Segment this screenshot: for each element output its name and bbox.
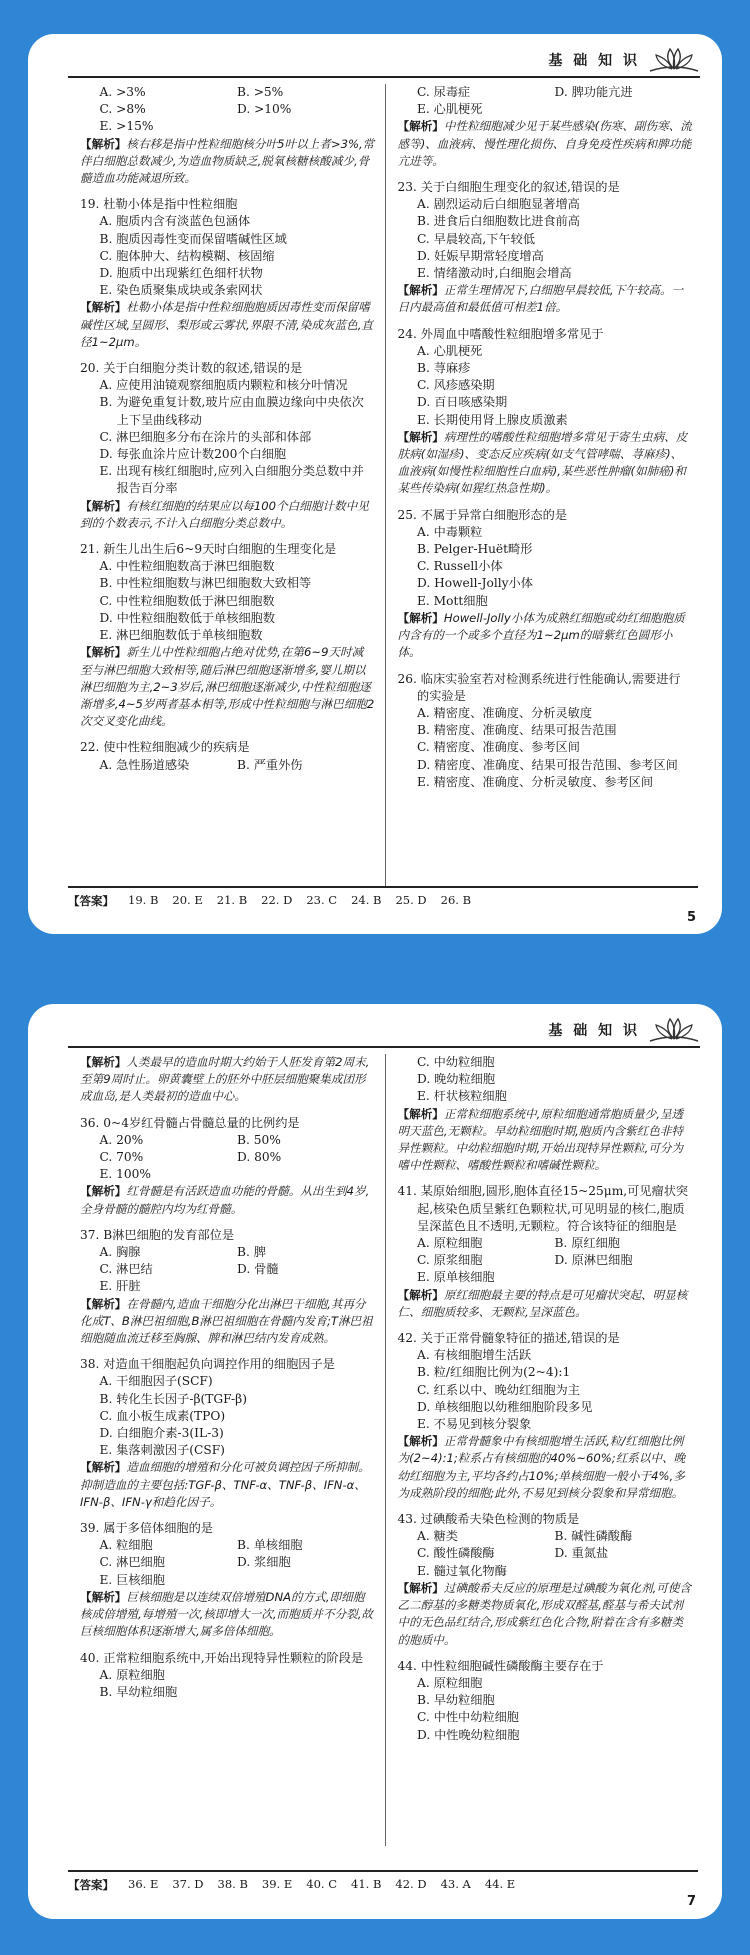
page-header bbox=[548, 44, 700, 76]
option: D. 中性粒细胞数低于单核细胞数 bbox=[99, 610, 276, 625]
option: B. 早幼粒细胞 bbox=[417, 1693, 495, 1708]
answer: 40. C bbox=[306, 1877, 338, 1891]
option: A. 干细胞因子(SCF) bbox=[99, 1374, 213, 1389]
option: B. 碱性磷酸酶 bbox=[554, 1529, 633, 1544]
header-title: 基 础 知 识 bbox=[548, 1023, 640, 1039]
question-44 bbox=[398, 1658, 693, 1744]
option: C. 精密度、准确度、参考区间 bbox=[417, 740, 580, 755]
option: E. 心肌梗死 bbox=[417, 102, 483, 117]
option: C. >8% bbox=[99, 102, 146, 117]
question-stem: 24. 外周血中嗜酸性粒细胞增多常见于 bbox=[397, 326, 604, 341]
option: B. Pelger-Huët畸形 bbox=[417, 542, 533, 557]
question-stem: 44. 中性粒细胞碱性磷酸酶主要存在于 bbox=[397, 1658, 604, 1673]
answer: 19. B bbox=[128, 893, 159, 907]
option: A. >3% bbox=[99, 85, 146, 99]
option: E. >15% bbox=[99, 119, 154, 134]
option: B. 粒/红细胞比例为(2~4):1 bbox=[417, 1365, 571, 1380]
answer: 26. B bbox=[440, 893, 472, 907]
option: A. 糖类 bbox=[417, 1529, 458, 1544]
question-40 bbox=[80, 1650, 375, 1702]
lotus-logo-icon bbox=[648, 1015, 700, 1045]
question-36 bbox=[80, 1115, 375, 1218]
option: B. 严重外伤 bbox=[237, 757, 303, 772]
question-stem: 20. 关于白细胞分类计数的叙述,错误的是 bbox=[80, 361, 303, 376]
option: A. 急性肠道感染 bbox=[99, 757, 190, 772]
option: C. 血小板生成素(TPO) bbox=[99, 1408, 226, 1423]
option: A. 有核细胞增生活跃 bbox=[417, 1348, 532, 1363]
answer: 36. E bbox=[128, 1877, 159, 1891]
answer-key bbox=[68, 1870, 698, 1893]
option: E. 髓过氧化物酶 bbox=[417, 1563, 507, 1578]
option: A. 原粒细胞 bbox=[99, 1667, 165, 1682]
option: B. 胞质因毒性变而保留嗜碱性区域 bbox=[99, 231, 287, 246]
option: A. 精密度、准确度、分析灵敏度 bbox=[417, 705, 593, 720]
answer: 43. A bbox=[440, 1877, 471, 1891]
analysis: 【解析】病理性的嗜酸性粒细胞增多常见于寄生虫病、皮肤病(如湿疹)、变态反应疾病(如支气管哮喘、荨麻疹)、血液病(如慢性粒细胞性白血病),某些恶性肿瘤(如肺癌)和某些传染病(如猩红热急性期)。 bbox=[397, 429, 688, 496]
option: A. 20% bbox=[99, 1132, 144, 1147]
answer: 41. B bbox=[351, 1877, 382, 1891]
question-stem: 26. 临床实验室若对检测系统进行性能确认,需要进行的实验是 bbox=[397, 671, 681, 703]
option: A. 胞质内含有淡蓝色包涵体 bbox=[99, 214, 251, 229]
option: E. 情绪激动时,白细胞会增高 bbox=[417, 266, 572, 281]
question-22-tail bbox=[398, 84, 693, 170]
question-stem: 23. 关于白细胞生理变化的叙述,错误的是 bbox=[397, 180, 620, 195]
option: D. 80% bbox=[237, 1150, 282, 1165]
answer: 20. E bbox=[172, 893, 203, 907]
option: C. 胞体肿大、结构模糊、核固缩 bbox=[99, 248, 275, 263]
option: C. 70% bbox=[99, 1150, 144, 1165]
option: B. 转化生长因子-β(TGF-β) bbox=[99, 1391, 247, 1406]
option: D. 胞质中出现紫红色细杆状物 bbox=[99, 266, 263, 281]
option: D. 原淋巴细胞 bbox=[554, 1253, 633, 1268]
option: D. 每张血涂片应计数200个白细胞 bbox=[99, 447, 287, 462]
page-number: 5 bbox=[686, 910, 696, 925]
lotus-logo-icon bbox=[648, 45, 700, 75]
question-25 bbox=[398, 507, 693, 662]
analysis: 【解析】Howell-Jolly小体为成熟红细胞或幼红细胞胞质内含有的一个或多个直径为1~2μm的暗紫红色圆形小体。 bbox=[397, 610, 685, 660]
analysis: 【解析】人类最早的造血时期大约始于人胚发育第2周末,至第9周时止。卵黄囊壁上的胚外中胚层细胞聚集成团形成血岛,是人类最初的造血中心。 bbox=[80, 1055, 370, 1104]
analysis: 【解析】正常生理情况下,白细胞早晨较低,下午较高。一日内最高值和最低值可相差1倍。 bbox=[397, 283, 684, 315]
question-42 bbox=[398, 1330, 693, 1502]
question-19 bbox=[80, 196, 375, 351]
option: B. 荨麻疹 bbox=[417, 361, 471, 376]
question-stem: 36. 0~4岁红骨髓占骨髓总量的比例约是 bbox=[80, 1115, 300, 1130]
question-stem: 40. 正常粒细胞系统中,开始出现特异性颗粒的阶段是 bbox=[80, 1650, 364, 1665]
answer: 42. D bbox=[395, 1877, 427, 1891]
option: B. 精密度、准确度、结果可报告范围 bbox=[417, 723, 617, 738]
option: A. 中毒颗粒 bbox=[417, 524, 483, 539]
option: D. 精密度、准确度、结果可报告范围、参考区间 bbox=[417, 757, 678, 772]
left-column bbox=[80, 84, 385, 886]
analysis: 【解析】正常粒细胞系统中,原粒细胞通常胞质量少,呈透明天蓝色,无颗粒。早幼粒细胞时期,胞质内含紫红色非特异性颗粒。中幼粒细胞时期,开始出现特异性颗粒,可分为嗜中性颗粒、嗜酸性颗粒和嗜碱性颗粒。 bbox=[397, 1106, 684, 1173]
analysis: 【解析】新生儿中性粒细胞占绝对优势,在第6~9天时减至与淋巴细胞大致相等,随后淋巴细胞逐渐增多,婴儿期以淋巴细胞为主,2~3岁后,淋巴细胞逐渐减少,中性粒细胞逐渐增多,4~5岁两者基本相等,形成中性粒细胞与淋巴细胞2次交叉变化曲线。 bbox=[80, 645, 375, 729]
option: D. 百日咳感染期 bbox=[417, 395, 508, 410]
question-stem: 38. 对造血干细胞起负向调控作用的细胞因子是 bbox=[80, 1357, 335, 1372]
page-7 bbox=[28, 1004, 722, 1919]
analysis: 【解析】中性粒细胞减少见于某些感染(伤寒、副伤寒、流感等)、血液病、慢性理化损伤、自身免疫性疾病和脾功能亢进等。 bbox=[397, 119, 692, 168]
option: B. 进食后白细胞数比进食前高 bbox=[417, 214, 580, 229]
option: A. 剧烈运动后白细胞显著增高 bbox=[417, 197, 580, 212]
answer: 44. E bbox=[484, 1877, 516, 1891]
option: C. 风疹感染期 bbox=[417, 378, 495, 393]
analysis: 【解析】过碘酸希夫反应的原理是过碘酸为氧化剂,可使含乙二醇基的多糖类物质氧化,形成双醛基,醛基与希夫试剂中的无色品红结合,形成紫红色化合物,附着在含有多糖类的胞质中。 bbox=[397, 1580, 692, 1647]
question-18-tail bbox=[80, 84, 375, 187]
option: C. 淋巴结 bbox=[99, 1262, 153, 1277]
option: C. Russell小体 bbox=[417, 559, 503, 574]
analysis: 【解析】造血细胞的增殖和分化可被负调控因子所抑制。抑制造血的主要包括:TGF-β、TNF-α、TNF-β、IFN-α、IFN-β、IFN-γ和趋化因子。 bbox=[80, 1460, 370, 1509]
option: E. 不易见到核分裂象 bbox=[417, 1417, 532, 1432]
option: A. 粒细胞 bbox=[99, 1538, 153, 1553]
option: E. 巨核细胞 bbox=[99, 1572, 165, 1587]
question-43 bbox=[398, 1511, 693, 1649]
option: D. 中性晚幼粒细胞 bbox=[417, 1727, 520, 1742]
option: C. 中幼粒细胞 bbox=[417, 1055, 495, 1069]
option: E. 染色质聚集成块或条索网状 bbox=[99, 283, 263, 298]
option: C. 淋巴细胞 bbox=[99, 1555, 165, 1570]
answer: 39. E bbox=[261, 1877, 293, 1891]
header-rule bbox=[68, 1046, 700, 1048]
option: D. 单核细胞以幼稚细胞阶段多见 bbox=[417, 1399, 593, 1414]
option: D. 重氮盐 bbox=[554, 1546, 609, 1561]
question-stem: 21. 新生儿出生后6~9天时白细胞的生理变化是 bbox=[80, 542, 337, 557]
answer: 37. D bbox=[172, 1877, 204, 1891]
answer-label: 【答案】 bbox=[68, 894, 114, 908]
analysis: 【解析】红骨髓是有活跃造血功能的骨髓。从出生到4岁,全身骨髓的髓腔内均为红骨髓。 bbox=[80, 1184, 370, 1216]
option: C. 红系以中、晚幼红细胞为主 bbox=[417, 1382, 580, 1397]
answer: 23. C bbox=[306, 893, 338, 907]
question-20 bbox=[80, 360, 375, 532]
question-stem: 43. 过碘酸希夫染色检测的物质是 bbox=[397, 1512, 580, 1527]
option: D. 浆细胞 bbox=[237, 1555, 291, 1570]
right-column bbox=[385, 84, 693, 886]
option: D. 妊娠早期常轻度增高 bbox=[417, 248, 544, 263]
question-stem: 39. 属于多倍体细胞的是 bbox=[80, 1521, 213, 1536]
option: E. Mott细胞 bbox=[417, 593, 488, 608]
right-column bbox=[385, 1054, 693, 1846]
option: E. 长期使用肾上腺皮质激素 bbox=[417, 412, 568, 427]
option: E. 出现有核红细胞时,应列入白细胞分类总数中并报告百分率 bbox=[99, 464, 364, 496]
header-rule bbox=[68, 76, 700, 78]
analysis: 【解析】在骨髓内,造血干细胞分化出淋巴干细胞,其再分化成T、B淋巴祖细胞,B淋巴祖细胞在骨髓内发育;T淋巴祖细胞随血流迁移至胸腺、脾和淋巴结内发育成熟。 bbox=[80, 1296, 373, 1346]
question-stem: 42. 关于正常骨髓象特征的描述,错误的是 bbox=[397, 1331, 620, 1346]
option: C. 早晨较高,下午较低 bbox=[417, 231, 536, 246]
option: B. 早幼粒细胞 bbox=[99, 1684, 178, 1699]
option: B. >5% bbox=[237, 85, 284, 99]
answer: 24. B bbox=[351, 893, 382, 907]
analysis: 【解析】有核红细胞的结果应以每100个白细胞计数中见到的个数表示,不计入白细胞分类总数中。 bbox=[80, 498, 369, 530]
question-23 bbox=[398, 179, 693, 317]
option: E. 精密度、准确度、分析灵敏度、参考区间 bbox=[417, 774, 654, 789]
option: D. 骨髓 bbox=[237, 1262, 279, 1277]
two-column-body bbox=[80, 84, 692, 886]
option: A. 中性粒细胞数高于淋巴细胞数 bbox=[99, 559, 275, 574]
question-35-tail bbox=[80, 1054, 375, 1106]
option: A. 心肌梗死 bbox=[417, 343, 483, 358]
option: E. 肝脏 bbox=[99, 1279, 141, 1294]
answer: 38. B bbox=[217, 1877, 248, 1891]
option: D. 晚幼粒细胞 bbox=[417, 1072, 496, 1087]
option: B. 原红细胞 bbox=[554, 1236, 620, 1251]
option: A. 胸腺 bbox=[99, 1245, 141, 1260]
question-stem: 41. 某原始细胞,圆形,胞体直径15~25μm,可见瘤状突起,核染色质呈紫红色颗粒状,可见明显的核仁,胞质呈深蓝色且不透明,无颗粒。符合该特征的细胞是 bbox=[397, 1184, 689, 1233]
question-stem: 37. B淋巴细胞的发育部位是 bbox=[80, 1227, 235, 1242]
question-21 bbox=[80, 541, 375, 730]
option: B. 50% bbox=[237, 1132, 281, 1147]
option: B. 脾 bbox=[237, 1245, 266, 1260]
option: D. Howell-Jolly小体 bbox=[417, 576, 533, 591]
analysis: 【解析】原红细胞最主要的特点是可见瘤状突起、明显核仁、细胞质较多、无颗粒,呈深蓝色。 bbox=[397, 1287, 688, 1319]
answer-key bbox=[68, 886, 698, 909]
option: E. 集落刺激因子(CSF) bbox=[99, 1443, 225, 1458]
question-41 bbox=[398, 1183, 693, 1321]
option: E. 淋巴细胞数低于单核细胞数 bbox=[99, 628, 263, 643]
option: C. 淋巴细胞多分布在涂片的头部和体部 bbox=[99, 429, 312, 444]
option: D. >10% bbox=[237, 102, 292, 117]
question-24 bbox=[398, 326, 693, 498]
page-5 bbox=[28, 34, 722, 934]
option: A. 原粒细胞 bbox=[417, 1236, 483, 1251]
option: E. 原单核细胞 bbox=[417, 1270, 495, 1285]
question-26 bbox=[398, 671, 693, 791]
answer: 22. D bbox=[261, 893, 293, 907]
question-22 bbox=[80, 739, 375, 773]
option: C. 中性粒细胞数低于淋巴细胞数 bbox=[99, 593, 275, 608]
option: E. 100% bbox=[99, 1167, 152, 1182]
option: B. 单核细胞 bbox=[237, 1538, 303, 1553]
question-stem: 22. 使中性粒细胞减少的疾病是 bbox=[80, 740, 250, 755]
option: A. 应使用油镜观察细胞质内颗粒和核分叶情况 bbox=[99, 378, 348, 393]
page-number: 7 bbox=[686, 1894, 696, 1909]
option: B. 为避免重复计数,玻片应由血膜边缘向中央依次上下呈曲线移动 bbox=[99, 395, 364, 427]
option: C. 中性中幼粒细胞 bbox=[417, 1710, 519, 1725]
option: D. 白细胞介素-3(IL-3) bbox=[99, 1426, 224, 1441]
question-38 bbox=[80, 1356, 375, 1511]
option: B. 中性粒细胞数与淋巴细胞数大致相等 bbox=[99, 576, 312, 591]
option: A. 原粒细胞 bbox=[417, 1675, 483, 1690]
left-column bbox=[80, 1054, 385, 1846]
option: C. 原浆细胞 bbox=[417, 1253, 483, 1268]
two-column-body bbox=[80, 1054, 692, 1846]
header-title: 基 础 知 识 bbox=[548, 53, 640, 69]
question-37 bbox=[80, 1227, 375, 1347]
question-40-tail bbox=[398, 1054, 693, 1174]
option: C. 尿毒症 bbox=[417, 85, 471, 99]
question-stem: 19. 杜勒小体是指中性粒细胞 bbox=[80, 197, 238, 212]
analysis: 【解析】巨核细胞是以连续双倍增殖DNA的方式,即细胞核成倍增殖,每增殖一次,核即增大一次,而胞质并不分裂,故巨核细胞体积逐渐增大,属多倍体细胞。 bbox=[80, 1589, 373, 1639]
analysis: 【解析】杜勒小体是指中性粒细胞胞质因毒性变而保留嗜碱性区域,呈圆形、梨形或云雾状,界限不清,染成灰蓝色,直径1~2μm。 bbox=[80, 300, 373, 349]
option: D. 脾功能亢进 bbox=[554, 85, 633, 99]
question-39 bbox=[80, 1520, 375, 1640]
answer: 21. B bbox=[216, 893, 248, 907]
page-header bbox=[548, 1014, 700, 1046]
answer-label: 【答案】 bbox=[68, 1878, 114, 1892]
analysis: 【解析】正常骨髓象中有核细胞增生活跃,粒/红细胞比例为(2~4):1;粒系占有核细胞的40%~60%;红系以中、晚幼红细胞为主,平均各约占10%;单核细胞一般小于4%,多为成熟阶段的细胞;此外,不易见到核分裂象和异常细胞。 bbox=[397, 1434, 686, 1500]
analysis: 【解析】核右移是指中性粒细胞核分叶5叶以上者>3%,常伴白细胞总数减少,为造血物质缺乏,脱氧核糖核酸减少,骨髓造血功能减退所致。 bbox=[80, 136, 375, 186]
analysis-tag: 【解析】 bbox=[80, 136, 127, 151]
answer: 25. D bbox=[395, 893, 427, 907]
option: C. 酸性磷酸酶 bbox=[417, 1546, 495, 1561]
option: E. 杆状核粒细胞 bbox=[417, 1089, 507, 1104]
question-stem: 25. 不属于异常白细胞形态的是 bbox=[397, 507, 568, 522]
